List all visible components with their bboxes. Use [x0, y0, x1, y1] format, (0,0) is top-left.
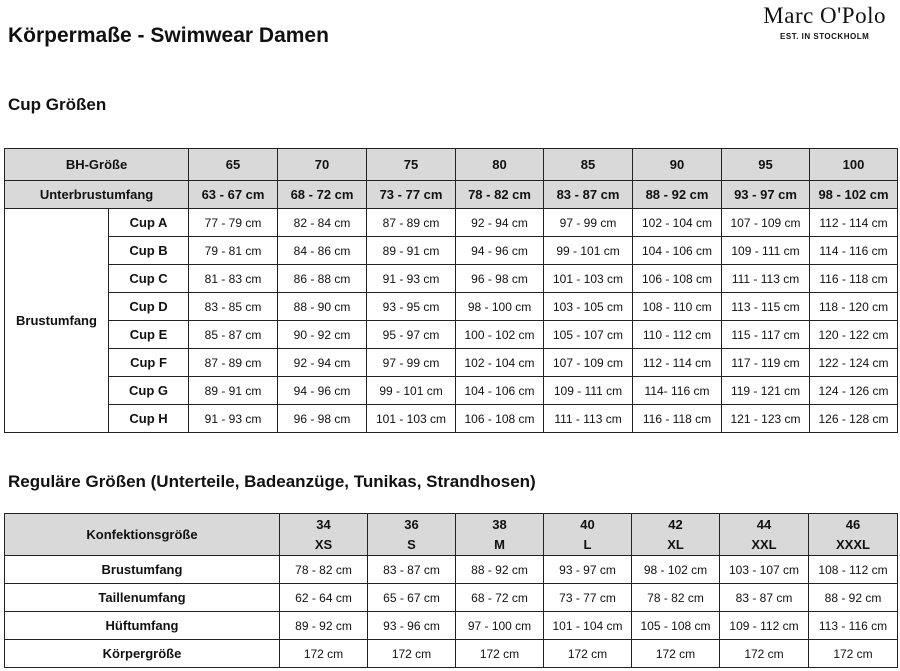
size-letter-cell: XXXL [809, 535, 898, 556]
regular-size-table [4, 513, 898, 668]
measure-label: Brustumfang [5, 556, 280, 584]
measure-value-cell: 98 - 102 cm [632, 556, 720, 584]
brand-logo [763, 3, 886, 41]
bh-size-label: BH-Größe [5, 149, 189, 181]
measure-value-cell: 88 - 92 cm [809, 584, 898, 612]
size-number-cell: 36 [368, 514, 456, 535]
size-letter-cell: XL [632, 535, 720, 556]
cup-value-cell: 111 - 113 cm [722, 265, 810, 293]
size-letter-cell: XS [280, 535, 368, 556]
cup-value-cell: 116 - 118 cm [633, 405, 722, 433]
cup-value-cell: 106 - 108 cm [633, 265, 722, 293]
cup-value-cell: 88 - 90 cm [278, 293, 367, 321]
clothing-size-label: Konfektionsgröße [5, 514, 280, 556]
cup-value-cell: 79 - 81 cm [189, 237, 278, 265]
cup-size-table [4, 148, 898, 433]
bh-size-cell: 80 [456, 149, 544, 181]
cup-value-cell: 87 - 89 cm [367, 209, 456, 237]
underbust-label: Unterbrustumfang [5, 181, 189, 209]
measure-value-cell: 62 - 64 cm [280, 584, 368, 612]
cup-value-cell: 89 - 91 cm [189, 377, 278, 405]
measure-value-cell: 172 cm [280, 640, 368, 668]
cup-value-cell: 124 - 126 cm [810, 377, 898, 405]
cup-value-cell: 99 - 101 cm [367, 377, 456, 405]
cup-value-cell: 112 - 114 cm [810, 209, 898, 237]
cup-value-cell: 90 - 92 cm [278, 321, 367, 349]
cup-value-cell: 94 - 96 cm [456, 237, 544, 265]
table-row [5, 405, 898, 433]
measure-value-cell: 89 - 92 cm [280, 612, 368, 640]
cup-label: Cup C [109, 265, 189, 293]
cup-value-cell: 77 - 79 cm [189, 209, 278, 237]
measure-value-cell: 108 - 112 cm [809, 556, 898, 584]
cup-value-cell: 82 - 84 cm [278, 209, 367, 237]
measure-value-cell: 83 - 87 cm [720, 584, 809, 612]
measure-value-cell: 172 cm [809, 640, 898, 668]
size-number-cell: 46 [809, 514, 898, 535]
measure-value-cell: 93 - 97 cm [544, 556, 632, 584]
bh-size-cell: 95 [722, 149, 810, 181]
table-row [5, 556, 898, 584]
cup-value-cell: 85 - 87 cm [189, 321, 278, 349]
brand-tagline: EST. IN STOCKHOLM [780, 32, 870, 41]
cup-value-cell: 114- 116 cm [633, 377, 722, 405]
table-row [5, 377, 898, 405]
underbust-cell: 88 - 92 cm [633, 181, 722, 209]
cup-label: Cup A [109, 209, 189, 237]
page-title: Körpermaße - Swimwear Damen [8, 24, 329, 47]
underbust-row [5, 181, 898, 209]
measure-value-cell: 109 - 112 cm [720, 612, 809, 640]
measure-value-cell: 113 - 116 cm [809, 612, 898, 640]
measure-value-cell: 172 cm [632, 640, 720, 668]
size-letter-cell: M [456, 535, 544, 556]
cup-value-cell: 119 - 121 cm [722, 377, 810, 405]
size-number-cell: 34 [280, 514, 368, 535]
table-row [5, 612, 898, 640]
underbust-cell: 98 - 102 cm [810, 181, 898, 209]
measure-value-cell: 83 - 87 cm [368, 556, 456, 584]
cup-value-cell: 101 - 103 cm [367, 405, 456, 433]
cup-value-cell: 107 - 109 cm [544, 349, 633, 377]
cup-value-cell: 95 - 97 cm [367, 321, 456, 349]
cup-value-cell: 92 - 94 cm [456, 209, 544, 237]
cup-value-cell: 81 - 83 cm [189, 265, 278, 293]
cup-value-cell: 106 - 108 cm [456, 405, 544, 433]
cup-value-cell: 89 - 91 cm [367, 237, 456, 265]
underbust-cell: 78 - 82 cm [456, 181, 544, 209]
cup-value-cell: 113 - 115 cm [722, 293, 810, 321]
underbust-cell: 83 - 87 cm [544, 181, 633, 209]
cup-label: Cup H [109, 405, 189, 433]
size-number-row [5, 514, 898, 535]
cup-value-cell: 91 - 93 cm [189, 405, 278, 433]
cup-value-cell: 86 - 88 cm [278, 265, 367, 293]
measure-value-cell: 68 - 72 cm [456, 584, 544, 612]
measure-value-cell: 103 - 107 cm [720, 556, 809, 584]
cup-value-cell: 102 - 104 cm [456, 349, 544, 377]
measure-label: Körpergröße [5, 640, 280, 668]
cup-label: Cup G [109, 377, 189, 405]
cup-value-cell: 122 - 124 cm [810, 349, 898, 377]
cup-label: Cup B [109, 237, 189, 265]
cup-value-cell: 108 - 110 cm [633, 293, 722, 321]
cup-value-cell: 118 - 120 cm [810, 293, 898, 321]
underbust-cell: 63 - 67 cm [189, 181, 278, 209]
cup-value-cell: 120 - 122 cm [810, 321, 898, 349]
cup-value-cell: 83 - 85 cm [189, 293, 278, 321]
cup-value-cell: 98 - 100 cm [456, 293, 544, 321]
bh-size-row [5, 149, 898, 181]
measure-value-cell: 105 - 108 cm [632, 612, 720, 640]
bh-size-cell: 75 [367, 149, 456, 181]
cup-value-cell: 109 - 111 cm [544, 377, 633, 405]
cup-value-cell: 126 - 128 cm [810, 405, 898, 433]
measure-value-cell: 88 - 92 cm [456, 556, 544, 584]
size-number-cell: 40 [544, 514, 632, 535]
measure-value-cell: 172 cm [456, 640, 544, 668]
cup-value-cell: 96 - 98 cm [278, 405, 367, 433]
table-row [5, 640, 898, 668]
bust-label: Brustumfang [5, 209, 109, 433]
measure-value-cell: 73 - 77 cm [544, 584, 632, 612]
cup-label: Cup E [109, 321, 189, 349]
cup-value-cell: 110 - 112 cm [633, 321, 722, 349]
cup-value-cell: 109 - 111 cm [722, 237, 810, 265]
measure-value-cell: 65 - 67 cm [368, 584, 456, 612]
regular-sizes-heading: Reguläre Größen (Unterteile, Badeanzüge, Tunikas, Strandhosen) [8, 472, 536, 491]
cup-value-cell: 105 - 107 cm [544, 321, 633, 349]
table-row [5, 209, 898, 237]
table-row [5, 293, 898, 321]
size-number-cell: 42 [632, 514, 720, 535]
bh-size-cell: 70 [278, 149, 367, 181]
cup-value-cell: 115 - 117 cm [722, 321, 810, 349]
cup-value-cell: 84 - 86 cm [278, 237, 367, 265]
table-row [5, 584, 898, 612]
size-number-cell: 44 [720, 514, 809, 535]
cup-value-cell: 94 - 96 cm [278, 377, 367, 405]
underbust-cell: 73 - 77 cm [367, 181, 456, 209]
measure-value-cell: 93 - 96 cm [368, 612, 456, 640]
cup-value-cell: 93 - 95 cm [367, 293, 456, 321]
cup-value-cell: 87 - 89 cm [189, 349, 278, 377]
bh-size-cell: 100 [810, 149, 898, 181]
measure-value-cell: 78 - 82 cm [280, 556, 368, 584]
cup-value-cell: 111 - 113 cm [544, 405, 633, 433]
cup-value-cell: 96 - 98 cm [456, 265, 544, 293]
table-row [5, 265, 898, 293]
cup-value-cell: 117 - 119 cm [722, 349, 810, 377]
cup-value-cell: 103 - 105 cm [544, 293, 633, 321]
measure-value-cell: 101 - 104 cm [544, 612, 632, 640]
cup-value-cell: 104 - 106 cm [633, 237, 722, 265]
cup-value-cell: 92 - 94 cm [278, 349, 367, 377]
brand-name: Marc O'Polo [763, 3, 886, 28]
cup-value-cell: 102 - 104 cm [633, 209, 722, 237]
underbust-cell: 68 - 72 cm [278, 181, 367, 209]
bh-size-cell: 85 [544, 149, 633, 181]
underbust-cell: 93 - 97 cm [722, 181, 810, 209]
size-letter-cell: S [368, 535, 456, 556]
bh-size-cell: 65 [189, 149, 278, 181]
measure-label: Hüftumfang [5, 612, 280, 640]
measure-value-cell: 172 cm [544, 640, 632, 668]
cup-label: Cup D [109, 293, 189, 321]
size-letter-cell: L [544, 535, 632, 556]
cup-value-cell: 114 - 116 cm [810, 237, 898, 265]
cup-value-cell: 112 - 114 cm [633, 349, 722, 377]
table-row [5, 321, 898, 349]
cup-value-cell: 97 - 99 cm [544, 209, 633, 237]
cup-value-cell: 101 - 103 cm [544, 265, 633, 293]
cup-value-cell: 104 - 106 cm [456, 377, 544, 405]
measure-value-cell: 172 cm [720, 640, 809, 668]
cup-label: Cup F [109, 349, 189, 377]
cup-value-cell: 107 - 109 cm [722, 209, 810, 237]
cup-value-cell: 97 - 99 cm [367, 349, 456, 377]
size-letter-cell: XXL [720, 535, 809, 556]
table-row [5, 237, 898, 265]
bh-size-cell: 90 [633, 149, 722, 181]
cup-value-cell: 100 - 102 cm [456, 321, 544, 349]
measure-value-cell: 172 cm [368, 640, 456, 668]
cup-value-cell: 91 - 93 cm [367, 265, 456, 293]
measure-label: Taillenumfang [5, 584, 280, 612]
measure-value-cell: 97 - 100 cm [456, 612, 544, 640]
cup-sizes-heading: Cup Größen [8, 95, 107, 114]
cup-value-cell: 99 - 101 cm [544, 237, 633, 265]
measure-value-cell: 78 - 82 cm [632, 584, 720, 612]
cup-value-cell: 116 - 118 cm [810, 265, 898, 293]
table-row [5, 349, 898, 377]
cup-value-cell: 121 - 123 cm [722, 405, 810, 433]
size-number-cell: 38 [456, 514, 544, 535]
